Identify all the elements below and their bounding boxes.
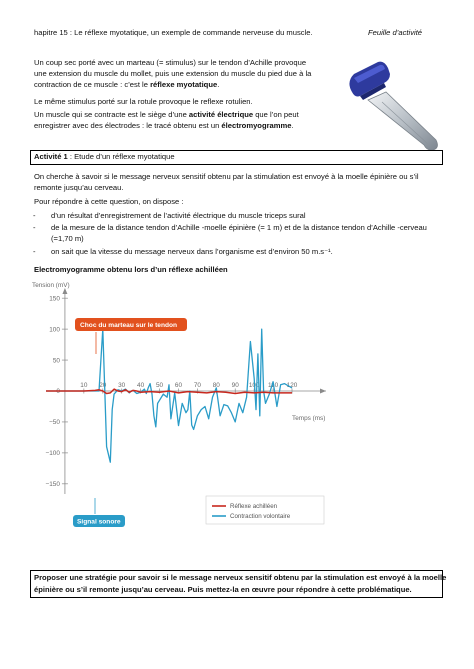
x-tick-label: 20 [99, 382, 107, 389]
x-tick-label: 30 [118, 382, 126, 389]
resource-item: - on sait que la vitesse du message nerveux dans l’organisme est d’environ 50 m.s⁻¹. [31, 247, 333, 258]
figure-title: Electromyogramme obtenu lors d’un réflexe achilléen [34, 265, 228, 274]
emg-line-1-text: Un muscle qui se contracte est le siège d’une [34, 110, 189, 119]
chart-series [46, 329, 292, 462]
resource-item: - d’un résultat d’enregistrement de l’activité électrique du muscle triceps sural [31, 211, 427, 222]
emg-line-2-text: enregistrer avec des électrodes : le tracé obtenu est un [34, 121, 222, 130]
annotation-choc-text: Choc du marteau sur le tendon [80, 322, 178, 329]
x-tick-label: 50 [155, 382, 164, 389]
document-type: Feuille d’activité [368, 28, 423, 37]
resources-list [31, 211, 427, 233]
y-tick-label: 100 [49, 326, 60, 334]
annotation-signal-text: Signal sonore [77, 518, 121, 526]
y-tick-label: −50 [49, 419, 60, 427]
y-tick-label: 0 [56, 388, 60, 396]
emg-line-1-end: que l’on peut [253, 110, 299, 119]
task-line-2: épinière ou s’il remonte jusqu’au cerveau. Puis mettez-la en œuvre pour répondre à cette problématique. [34, 585, 412, 594]
term-electromyogramme: électromyogramme [221, 121, 292, 130]
activity-title [34, 152, 175, 163]
intro-line-2: une extension du muscle du mollet, puis une extension du muscle du pied due à la [34, 69, 312, 78]
resource-item-continuation: (=1,70 m) [51, 234, 84, 243]
y-tick-label: 150 [49, 295, 60, 303]
question-line-1: On cherche à savoir si le message nerveux sensitif obtenu par la stimulation est envoyé à la moelle épinière ou s’il [34, 172, 419, 181]
term-activite-electrique: activité électrique [188, 110, 254, 119]
emg-line-1 [34, 110, 299, 121]
resources-intro: Pour répondre à cette question, on dispose : [34, 197, 184, 206]
activity-title-box [30, 150, 443, 165]
x-tick-label: 10 [80, 382, 88, 389]
intro-line-3 [34, 80, 219, 91]
term-reflexe-myotatique: réflexe myotatique [150, 80, 218, 89]
x-tick-label: 120 [286, 382, 298, 389]
rotulien-sentence: Le même stimulus porté sur la rotule provoque le reflexe rotulien. [34, 97, 253, 106]
y-tick-label: 50 [52, 357, 60, 365]
resources-list-end [31, 247, 333, 258]
x-tick-label: 40 [137, 382, 145, 389]
x-tick-label: 80 [212, 382, 220, 389]
legend-label-reflexe: Réflexe achilléen [230, 503, 278, 510]
emg-line-2 [34, 121, 294, 132]
question-line-2: remonte jusqu’au cerveau. [34, 183, 124, 192]
y-axis-label: Tension (mV) [32, 282, 70, 289]
series-contraction-volontaire-line [46, 329, 292, 462]
x-tick-label: 90 [231, 382, 239, 389]
electromyogram-chart [30, 278, 350, 535]
x-axis-label: Temps (ms) [292, 415, 326, 422]
intro-line-3-end: . [217, 80, 220, 89]
intro-line-1: Un coup sec porté avec un marteau (= stimulus) sur le tendon d’Achille provoque [34, 58, 307, 67]
activity-number: Activité 1 [34, 152, 68, 161]
x-axis-arrow [320, 389, 326, 394]
y-tick-label: −150 [45, 481, 60, 489]
x-tick-label: 110 [267, 382, 279, 389]
task-line-1: Proposer une stratégie pour savoir si le message nerveux sensitif obtenu par la stimulation est envoyé à la moelle [34, 573, 447, 582]
intro-line-3-text: contraction de ce muscle : c’est le [34, 80, 151, 89]
chart-legend [206, 496, 324, 524]
activity-subject: : Etude d’un réflexe myotatique [67, 152, 175, 161]
x-tick-label: 100 [248, 382, 260, 389]
x-tick-label: 70 [193, 382, 201, 389]
annotation-signal-sonore [73, 498, 125, 527]
emg-line-2-end: . [291, 121, 294, 130]
legend-label-volontaire: Contraction volontaire [230, 513, 291, 520]
reflex-hammer-image [338, 56, 446, 156]
y-tick-label: −100 [45, 450, 60, 458]
x-tick-label: 60 [174, 382, 183, 389]
task-box [30, 570, 447, 598]
chapter-title: hapitre 15 : Le réflexe myotatique, un exemple de commande nerveuse du muscle. [34, 28, 313, 37]
annotation-choc-marteau [75, 318, 187, 354]
resource-item: - de la mesure de la distance tendon d’Achille -moelle épinière (= 1 m) et de la distance tendon d’Achille -cerveau [31, 223, 427, 234]
